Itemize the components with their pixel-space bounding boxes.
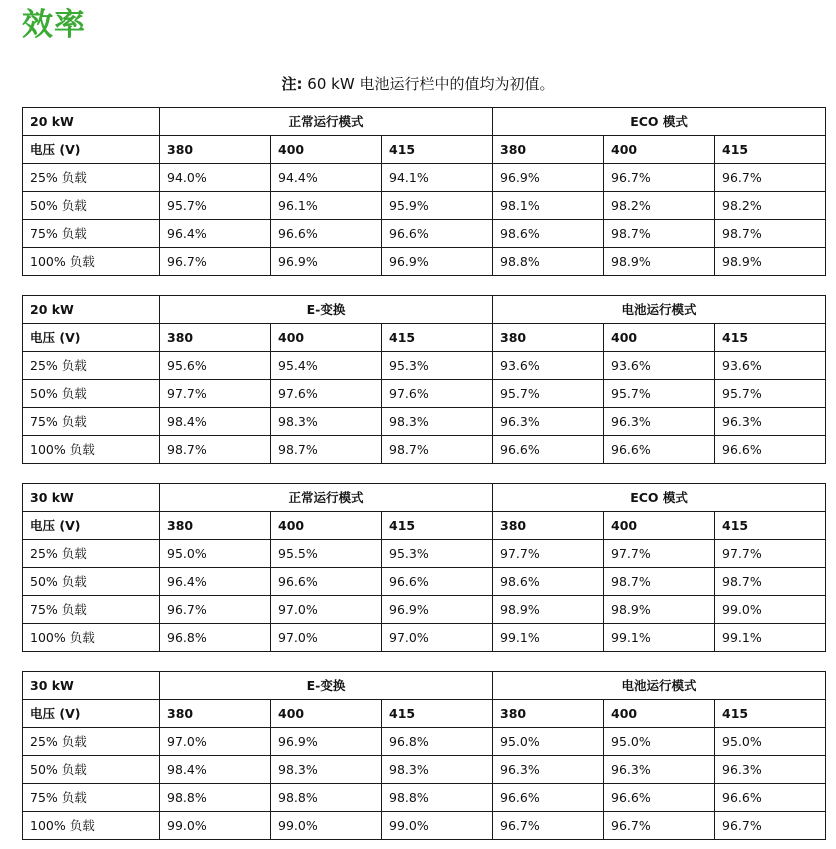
load-label: 50% 负载 xyxy=(23,380,160,408)
table-row xyxy=(23,436,826,464)
value-cell: 98.2% xyxy=(604,192,715,220)
value-cell: 96.6% xyxy=(493,436,604,464)
value-cell: 96.8% xyxy=(160,624,271,652)
value-cell: 95.5% xyxy=(271,540,382,568)
value-cell: 98.9% xyxy=(604,596,715,624)
value-cell: 96.9% xyxy=(271,728,382,756)
value-cell: 98.7% xyxy=(604,568,715,596)
voltage-cell: 380 xyxy=(160,700,271,728)
value-cell: 96.9% xyxy=(382,596,493,624)
note-text: 60 kW 电池运行栏中的值均为初值。 xyxy=(302,75,555,93)
load-label: 100% 负载 xyxy=(23,436,160,464)
value-cell: 96.7% xyxy=(493,812,604,840)
value-cell: 96.6% xyxy=(271,568,382,596)
table-header-row xyxy=(23,108,826,136)
table-row xyxy=(23,728,826,756)
table-header-row xyxy=(23,672,826,700)
voltage-cell: 380 xyxy=(493,136,604,164)
value-cell: 97.0% xyxy=(271,596,382,624)
table-header-row xyxy=(23,296,826,324)
voltage-cell: 400 xyxy=(604,136,715,164)
rating-cell: 30 kW xyxy=(23,672,160,700)
value-cell: 95.0% xyxy=(160,540,271,568)
load-label: 100% 负载 xyxy=(23,812,160,840)
table-row xyxy=(23,408,826,436)
value-cell: 96.7% xyxy=(160,248,271,276)
efficiency-table-4 xyxy=(22,671,826,840)
value-cell: 98.6% xyxy=(493,220,604,248)
table-row xyxy=(23,220,826,248)
value-cell: 99.1% xyxy=(715,624,826,652)
value-cell: 96.7% xyxy=(715,164,826,192)
value-cell: 93.6% xyxy=(715,352,826,380)
value-cell: 95.3% xyxy=(382,540,493,568)
value-cell: 95.0% xyxy=(493,728,604,756)
value-cell: 96.3% xyxy=(715,756,826,784)
value-cell: 95.4% xyxy=(271,352,382,380)
value-cell: 97.7% xyxy=(493,540,604,568)
load-label: 75% 负载 xyxy=(23,784,160,812)
value-cell: 99.1% xyxy=(493,624,604,652)
value-cell: 95.7% xyxy=(160,192,271,220)
voltage-label: 电压 (V) xyxy=(23,324,160,352)
table-row xyxy=(23,756,826,784)
load-label: 50% 负载 xyxy=(23,568,160,596)
voltage-cell: 400 xyxy=(271,512,382,540)
voltage-cell: 415 xyxy=(382,512,493,540)
value-cell: 98.3% xyxy=(382,756,493,784)
value-cell: 98.7% xyxy=(271,436,382,464)
value-cell: 99.0% xyxy=(382,812,493,840)
value-cell: 96.1% xyxy=(271,192,382,220)
value-cell: 96.3% xyxy=(715,408,826,436)
value-cell: 98.6% xyxy=(493,568,604,596)
value-cell: 96.7% xyxy=(160,596,271,624)
load-label: 50% 负载 xyxy=(23,192,160,220)
voltage-cell: 380 xyxy=(160,324,271,352)
value-cell: 94.4% xyxy=(271,164,382,192)
table-row xyxy=(23,380,826,408)
voltage-cell: 400 xyxy=(604,700,715,728)
value-cell: 97.7% xyxy=(604,540,715,568)
table-row xyxy=(23,192,826,220)
value-cell: 99.1% xyxy=(604,624,715,652)
value-cell: 98.3% xyxy=(271,756,382,784)
group-header-b: 电池运行模式 xyxy=(493,296,826,324)
value-cell: 94.1% xyxy=(382,164,493,192)
value-cell: 95.7% xyxy=(604,380,715,408)
value-cell: 96.4% xyxy=(160,568,271,596)
voltage-cell: 400 xyxy=(604,512,715,540)
value-cell: 96.7% xyxy=(715,812,826,840)
value-cell: 98.9% xyxy=(715,248,826,276)
efficiency-table-3 xyxy=(22,483,826,652)
value-cell: 97.0% xyxy=(382,624,493,652)
value-cell: 96.6% xyxy=(604,784,715,812)
group-header-b: ECO 模式 xyxy=(493,108,826,136)
value-cell: 93.6% xyxy=(493,352,604,380)
value-cell: 98.4% xyxy=(160,756,271,784)
voltage-cell: 400 xyxy=(271,136,382,164)
note-label: 注: xyxy=(281,75,303,93)
group-header-a: E-变换 xyxy=(160,672,493,700)
value-cell: 98.7% xyxy=(715,568,826,596)
voltage-cell: 415 xyxy=(715,136,826,164)
group-header-a: 正常运行模式 xyxy=(160,108,493,136)
load-label: 75% 负载 xyxy=(23,220,160,248)
voltage-cell: 400 xyxy=(271,324,382,352)
value-cell: 98.1% xyxy=(493,192,604,220)
value-cell: 98.4% xyxy=(160,408,271,436)
voltage-cell: 380 xyxy=(160,512,271,540)
value-cell: 98.8% xyxy=(160,784,271,812)
value-cell: 96.7% xyxy=(604,164,715,192)
value-cell: 96.6% xyxy=(271,220,382,248)
value-cell: 96.3% xyxy=(493,408,604,436)
value-cell: 98.7% xyxy=(715,220,826,248)
voltage-cell: 415 xyxy=(715,512,826,540)
table-row xyxy=(23,248,826,276)
group-header-b: 电池运行模式 xyxy=(493,672,826,700)
page-title: 效率 xyxy=(22,7,86,43)
efficiency-table-1 xyxy=(22,107,826,276)
value-cell: 97.0% xyxy=(271,624,382,652)
voltage-cell: 400 xyxy=(604,324,715,352)
value-cell: 97.6% xyxy=(271,380,382,408)
value-cell: 96.6% xyxy=(604,436,715,464)
voltage-cell: 415 xyxy=(382,324,493,352)
value-cell: 97.0% xyxy=(160,728,271,756)
value-cell: 95.7% xyxy=(493,380,604,408)
value-cell: 98.3% xyxy=(271,408,382,436)
rating-cell: 30 kW xyxy=(23,484,160,512)
table-row xyxy=(23,596,826,624)
group-header-b: ECO 模式 xyxy=(493,484,826,512)
value-cell: 96.6% xyxy=(493,784,604,812)
value-cell: 96.3% xyxy=(604,756,715,784)
voltage-cell: 415 xyxy=(382,700,493,728)
voltage-row xyxy=(23,324,826,352)
value-cell: 98.9% xyxy=(493,596,604,624)
voltage-label: 电压 (V) xyxy=(23,700,160,728)
value-cell: 96.9% xyxy=(493,164,604,192)
value-cell: 95.0% xyxy=(715,728,826,756)
load-label: 25% 负载 xyxy=(23,352,160,380)
value-cell: 96.3% xyxy=(604,408,715,436)
value-cell: 98.7% xyxy=(160,436,271,464)
load-label: 25% 负载 xyxy=(23,540,160,568)
value-cell: 96.9% xyxy=(271,248,382,276)
value-cell: 98.7% xyxy=(604,220,715,248)
table-row xyxy=(23,784,826,812)
value-cell: 98.9% xyxy=(604,248,715,276)
voltage-cell: 380 xyxy=(493,324,604,352)
value-cell: 99.0% xyxy=(715,596,826,624)
load-label: 100% 负载 xyxy=(23,624,160,652)
voltage-cell: 380 xyxy=(493,700,604,728)
value-cell: 96.6% xyxy=(715,784,826,812)
voltage-cell: 380 xyxy=(493,512,604,540)
value-cell: 98.8% xyxy=(493,248,604,276)
value-cell: 99.0% xyxy=(160,812,271,840)
value-cell: 96.6% xyxy=(715,436,826,464)
value-cell: 99.0% xyxy=(271,812,382,840)
value-cell: 94.0% xyxy=(160,164,271,192)
value-cell: 97.7% xyxy=(160,380,271,408)
efficiency-table-2 xyxy=(22,295,826,464)
value-cell: 96.7% xyxy=(604,812,715,840)
rating-cell: 20 kW xyxy=(23,296,160,324)
voltage-label: 电压 (V) xyxy=(23,512,160,540)
value-cell: 97.7% xyxy=(715,540,826,568)
value-cell: 95.6% xyxy=(160,352,271,380)
load-label: 25% 负载 xyxy=(23,728,160,756)
table-row xyxy=(23,164,826,192)
value-cell: 96.4% xyxy=(160,220,271,248)
voltage-cell: 400 xyxy=(271,700,382,728)
voltage-row xyxy=(23,136,826,164)
value-cell: 96.6% xyxy=(382,220,493,248)
group-header-a: E-变换 xyxy=(160,296,493,324)
value-cell: 95.0% xyxy=(604,728,715,756)
load-label: 100% 负载 xyxy=(23,248,160,276)
voltage-cell: 415 xyxy=(382,136,493,164)
value-cell: 96.6% xyxy=(382,568,493,596)
load-label: 25% 负载 xyxy=(23,164,160,192)
table-header-row xyxy=(23,484,826,512)
value-cell: 93.6% xyxy=(604,352,715,380)
value-cell: 98.8% xyxy=(271,784,382,812)
table-row xyxy=(23,540,826,568)
load-label: 75% 负载 xyxy=(23,408,160,436)
voltage-row xyxy=(23,512,826,540)
voltage-row xyxy=(23,700,826,728)
voltage-cell: 415 xyxy=(715,700,826,728)
table-row xyxy=(23,812,826,840)
value-cell: 95.3% xyxy=(382,352,493,380)
value-cell: 98.3% xyxy=(382,408,493,436)
table-row xyxy=(23,352,826,380)
value-cell: 98.7% xyxy=(382,436,493,464)
rating-cell: 20 kW xyxy=(23,108,160,136)
voltage-label: 电压 (V) xyxy=(23,136,160,164)
voltage-cell: 415 xyxy=(715,324,826,352)
value-cell: 96.9% xyxy=(382,248,493,276)
table-row xyxy=(23,568,826,596)
value-cell: 96.3% xyxy=(493,756,604,784)
value-cell: 98.2% xyxy=(715,192,826,220)
load-label: 75% 负载 xyxy=(23,596,160,624)
group-header-a: 正常运行模式 xyxy=(160,484,493,512)
load-label: 50% 负载 xyxy=(23,756,160,784)
value-cell: 95.7% xyxy=(715,380,826,408)
note xyxy=(0,73,836,95)
value-cell: 98.8% xyxy=(382,784,493,812)
value-cell: 97.6% xyxy=(382,380,493,408)
value-cell: 95.9% xyxy=(382,192,493,220)
value-cell: 96.8% xyxy=(382,728,493,756)
table-row xyxy=(23,624,826,652)
voltage-cell: 380 xyxy=(160,136,271,164)
